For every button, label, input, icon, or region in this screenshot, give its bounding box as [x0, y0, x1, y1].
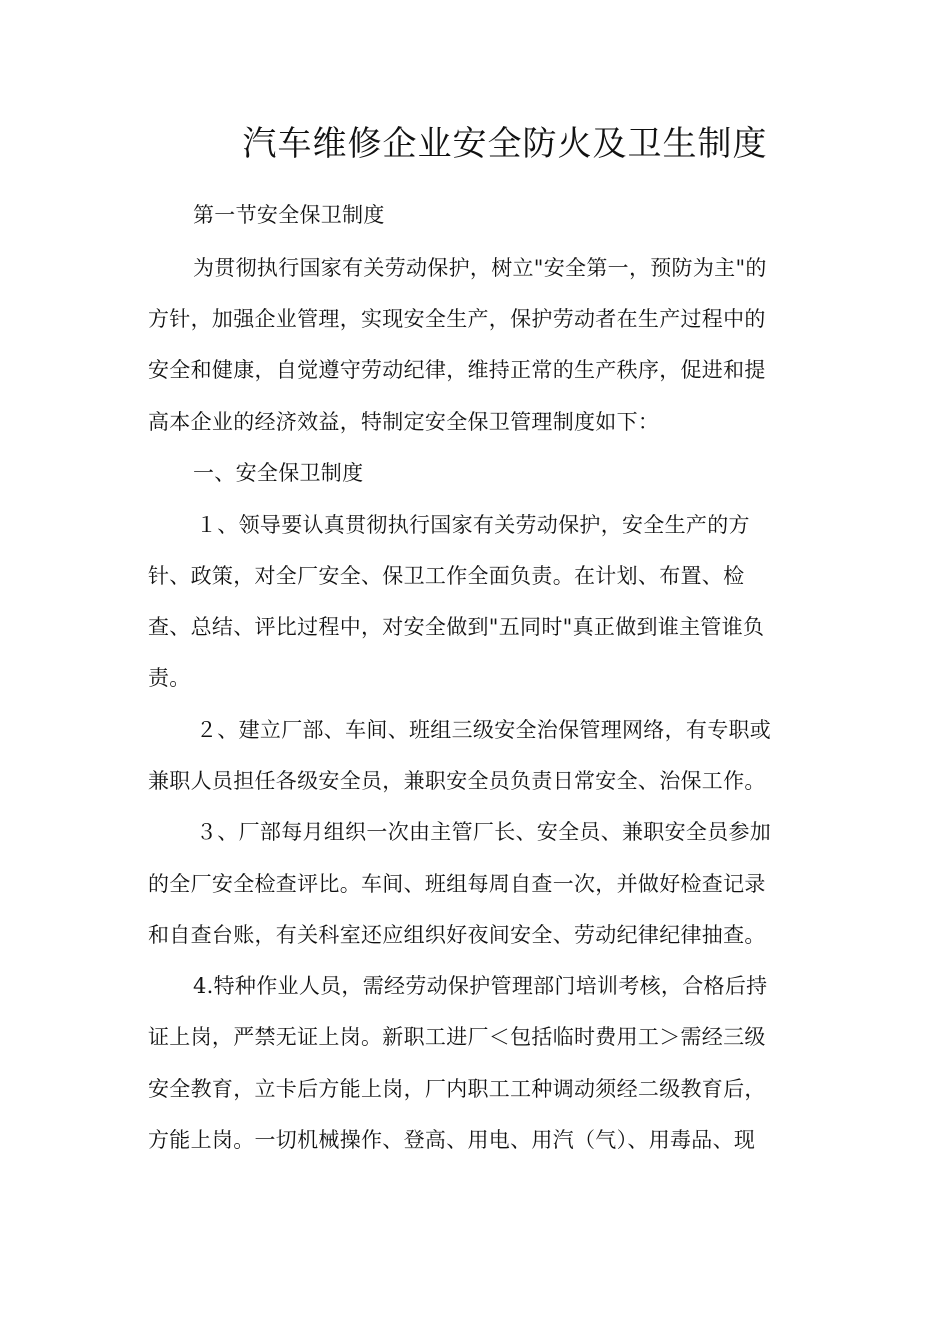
paragraph-line: 安全教育，立卡后方能上岗，厂内职工工种调动须经二级教育后， [148, 1077, 766, 1101]
paragraph-line: 方能上岗。一切机械操作、登高、用电、用汽（气）、用毒品、现 [148, 1128, 756, 1152]
paragraph-line: ２、建立厂部、车间、班组三级安全治保管理网络，有专职或 [196, 718, 772, 742]
subsection-heading: 一、安全保卫制度 [193, 461, 364, 485]
paragraph-line: 的全厂安全检查评比。车间、班组每周自查一次，并做好检查记录 [148, 872, 766, 896]
paragraph-line: 兼职人员担任各级安全员，兼职安全员负责日常安全、治保工作。 [148, 769, 766, 793]
paragraph-line: 针、政策，对全厂安全、保卫工作全面负责。在计划、布置、检 [148, 564, 745, 588]
paragraph-line: 4.特种作业人员，需经劳动保护管理部门培训考核，合格后持 [193, 974, 768, 998]
paragraph-line: １、领导要认真贯彻执行国家有关劳动保护，安全生产的方 [196, 513, 750, 537]
document-title: 汽车维修企业安全防火及卫生制度 [242, 124, 768, 164]
paragraph-line: 责。 [148, 666, 191, 690]
paragraph-line: 高本企业的经济效益，特制定安全保卫管理制度如下： [148, 410, 660, 434]
paragraph-line: 证上岗，严禁无证上岗。新职工进厂＜包括临时费用工＞需经三级 [148, 1025, 766, 1049]
paragraph-line: 和自查台账，有关科室还应组织好夜间安全、劳动纪律纪律抽查。 [148, 923, 766, 947]
paragraph-line: 方针，加强企业管理，实现安全生产，保护劳动者在生产过程中的 [148, 307, 766, 331]
paragraph-line: ３、厂部每月组织一次由主管厂长、安全员、兼职安全员参加 [196, 820, 772, 844]
paragraph-line: 为贯彻执行国家有关劳动保护，树立"安全第一，预防为主"的 [193, 256, 767, 280]
paragraph-line: 安全和健康，自觉遵守劳动纪律，维持正常的生产秩序，促进和提 [148, 358, 766, 382]
section-heading: 第一节安全保卫制度 [193, 203, 385, 227]
paragraph-line: 查、总结、评比过程中，对安全做到"五同时"真正做到谁主管谁负 [148, 615, 765, 639]
